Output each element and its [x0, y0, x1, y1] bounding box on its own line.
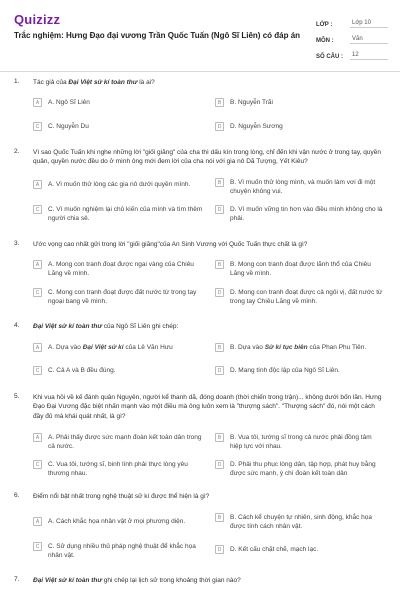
option-text: B. Vì muốn thử lòng mình, và muốn làm vơi đi một chuyện không vui.: [230, 179, 376, 196]
option-text: C. Nguyễn Du: [48, 123, 89, 130]
option-text: A. Vì muốn thử lòng các gia nô dưới quyền mình.: [48, 181, 191, 188]
meta-value: 12: [350, 52, 388, 60]
option-text: D. Nguyễn Sương: [230, 123, 283, 130]
option-text: B. Dựa vào Sử kí tục biên của Phan Phu Tiên.: [230, 344, 367, 351]
option-letter: A: [33, 260, 42, 269]
option-b[interactable]: [215, 433, 385, 452]
question-text: Vì sao Quốc Tuấn khi nghe những lời "giối giăng" của cha thì dấu kín trong lòng, chỉ đến khi vận nước ở trong tay, quyền quân, quyền nước đều do ở mình ông mới đem lời của cha nói với gia nô Dã Tượng, Yết Kiêu?: [33, 149, 381, 166]
option-d[interactable]: [215, 205, 385, 224]
option-letter: B: [215, 98, 224, 107]
meta-row-count: [316, 44, 388, 60]
option-text: C. Vua tôi, tướng sĩ, binh lính phải thực lòng yêu thương nhau.: [48, 461, 188, 478]
meta-row-subject: [316, 28, 388, 44]
option-text: B. Cách kể chuyện tự nhiên, sinh động, khắc họa được tính cách nhân vật.: [230, 514, 373, 531]
option-text: D. Kết cấu chặt chẽ, mạch lạc.: [230, 546, 319, 553]
option-text: A. Phải thấy được sức mạnh đoàn kết toàn dân trong cả nước.: [48, 434, 202, 451]
question-number: 7.: [14, 576, 20, 583]
option-c[interactable]: [33, 122, 203, 131]
option-text: A. Cách khắc họa nhân vật ở mọi phương diện.: [48, 518, 186, 525]
meta-row-grade: [316, 12, 388, 28]
option-text: B. Nguyễn Trãi: [230, 99, 273, 106]
option-letter: C: [33, 122, 42, 131]
question-number: 6.: [14, 492, 20, 499]
worksheet-header: [0, 0, 400, 72]
meta-label: LỚP :: [316, 22, 333, 28]
option-letter: C: [33, 366, 42, 375]
option-d[interactable]: [215, 366, 385, 375]
question-text: Đại Việt sử kí toàn thư của Ngô Sĩ Liên ghi chép:: [33, 323, 179, 330]
option-letter: C: [33, 542, 42, 551]
option-letter: C: [33, 205, 42, 214]
meta-label: MÔN :: [316, 38, 334, 44]
meta-value: Văn: [350, 36, 388, 44]
question-text: Điểm nổi bật nhất trong nghệ thuật sử kí được thể hiện là gì?: [33, 493, 210, 500]
option-text: D. Mong con tranh đoạt được cả ngôi vị, đất nước từ trong tay Chiêu Lăng về mình.: [230, 289, 383, 306]
question-number: 3.: [14, 240, 20, 247]
option-a[interactable]: [33, 98, 203, 107]
quizizz-logo: Quizizz: [14, 12, 61, 27]
option-d[interactable]: [215, 545, 385, 554]
question-number: 4.: [14, 322, 20, 329]
option-c[interactable]: [33, 542, 203, 561]
option-a[interactable]: [33, 343, 203, 352]
option-letter: A: [33, 98, 42, 107]
option-letter: D: [215, 205, 224, 214]
question-text: Đại Việt sử kí toàn thư ghi chép lại lịch sử trong khoảng thời gian nào?: [33, 577, 241, 584]
option-b[interactable]: [215, 343, 385, 352]
option-c[interactable]: [33, 288, 203, 307]
option-a[interactable]: [33, 180, 203, 189]
option-text: A. Dựa vào Đại Việt sử kí của Lê Văn Hưu: [48, 344, 173, 351]
option-text: C. Vì muốn nghiệm lại chủ kiến của mình và tìm thêm người chia sẻ.: [48, 206, 203, 223]
option-letter: D: [215, 545, 224, 554]
option-text: C. Cả A và B đều đúng.: [48, 367, 116, 374]
option-letter: D: [215, 122, 224, 131]
worksheet-title: Trắc nghiệm: Hưng Đạo đại vương Trần Quốc Tuấn (Ngô Sĩ Liên) có đáp án: [14, 31, 301, 40]
option-text: B. Vua tôi, tướng sĩ trong cả nước phải đồng tâm hiệp lực với nhau.: [230, 434, 372, 451]
option-letter: D: [215, 460, 224, 469]
question-number: 2.: [14, 148, 20, 155]
option-text: C. Sử dụng nhiều thủ pháp nghệ thuật để khắc họa nhân vật.: [48, 543, 196, 560]
option-a[interactable]: [33, 433, 203, 452]
option-text: A. Mong con tranh đoạt được ngai vàng của Chiêu Lăng về mình.: [48, 261, 194, 278]
question-text: Ước vọng cao nhất gửi trong lời "giối giăng"của An Sinh Vương với Quốc Tuấn thực chất là gì?: [33, 241, 308, 248]
option-letter: D: [215, 366, 224, 375]
option-text: C. Mong con tranh đoạt được đất nước từ trong tay ngoại bang về mình.: [48, 289, 197, 306]
option-letter: A: [33, 180, 42, 189]
option-letter: D: [215, 288, 224, 297]
option-c[interactable]: [33, 460, 203, 479]
option-d[interactable]: [215, 460, 385, 479]
option-c[interactable]: [33, 205, 203, 224]
option-a[interactable]: [33, 260, 203, 279]
option-b[interactable]: [215, 513, 385, 532]
option-letter: B: [215, 178, 224, 187]
option-text: D. Mang tính độc lập của Ngô Sĩ Liên.: [230, 367, 340, 374]
meta-value: Lớp 10: [350, 20, 388, 28]
option-letter: A: [33, 343, 42, 352]
option-letter: C: [33, 288, 42, 297]
question-number: 5.: [14, 393, 20, 400]
option-letter: A: [33, 517, 42, 526]
question-text: Tác giả của Đại Việt sử kí toàn thư là ai?: [33, 79, 155, 86]
meta-label: SỐ CÂU :: [316, 54, 343, 60]
question-text: Khi vua hỏi về kế đánh quân Nguyên, người kể thanh dã, đóng doanh (thời chiến trong trận)... không dưới bốn lần. Hưng Đạo Đại Vương đặc biệt nhấn mạnh vào một điều mà ông luôn xem là "thượng sách". "Thượng sách" đó, nói một cách đầy đủ mà khái quát nhất, là gì?: [33, 394, 382, 420]
option-d[interactable]: [215, 288, 385, 307]
option-b[interactable]: [215, 178, 385, 197]
option-text: B. Mong con tranh đoạt được lãnh thổ của Chiêu Lăng về mình.: [230, 261, 371, 278]
option-letter: B: [215, 513, 224, 522]
option-b[interactable]: [215, 98, 385, 107]
option-letter: B: [215, 433, 224, 442]
option-text: D. Vì muốn vững tin hơn vào điều mình không cho là phải.: [230, 206, 383, 223]
option-text: D. Phải thu phục lòng dân, tập hợp, phát huy bằng được sức mạnh, ý chí đoàn kết toàn dân: [230, 461, 376, 478]
option-letter: C: [33, 460, 42, 469]
option-c[interactable]: [33, 366, 203, 375]
question-number: 1.: [14, 78, 20, 85]
option-d[interactable]: [215, 122, 385, 131]
option-b[interactable]: [215, 260, 385, 279]
option-letter: B: [215, 260, 224, 269]
option-letter: B: [215, 343, 224, 352]
option-letter: A: [33, 433, 42, 442]
option-text: A. Ngô Sĩ Liên: [48, 99, 90, 106]
worksheet-meta: [316, 12, 388, 60]
option-a[interactable]: [33, 517, 203, 526]
